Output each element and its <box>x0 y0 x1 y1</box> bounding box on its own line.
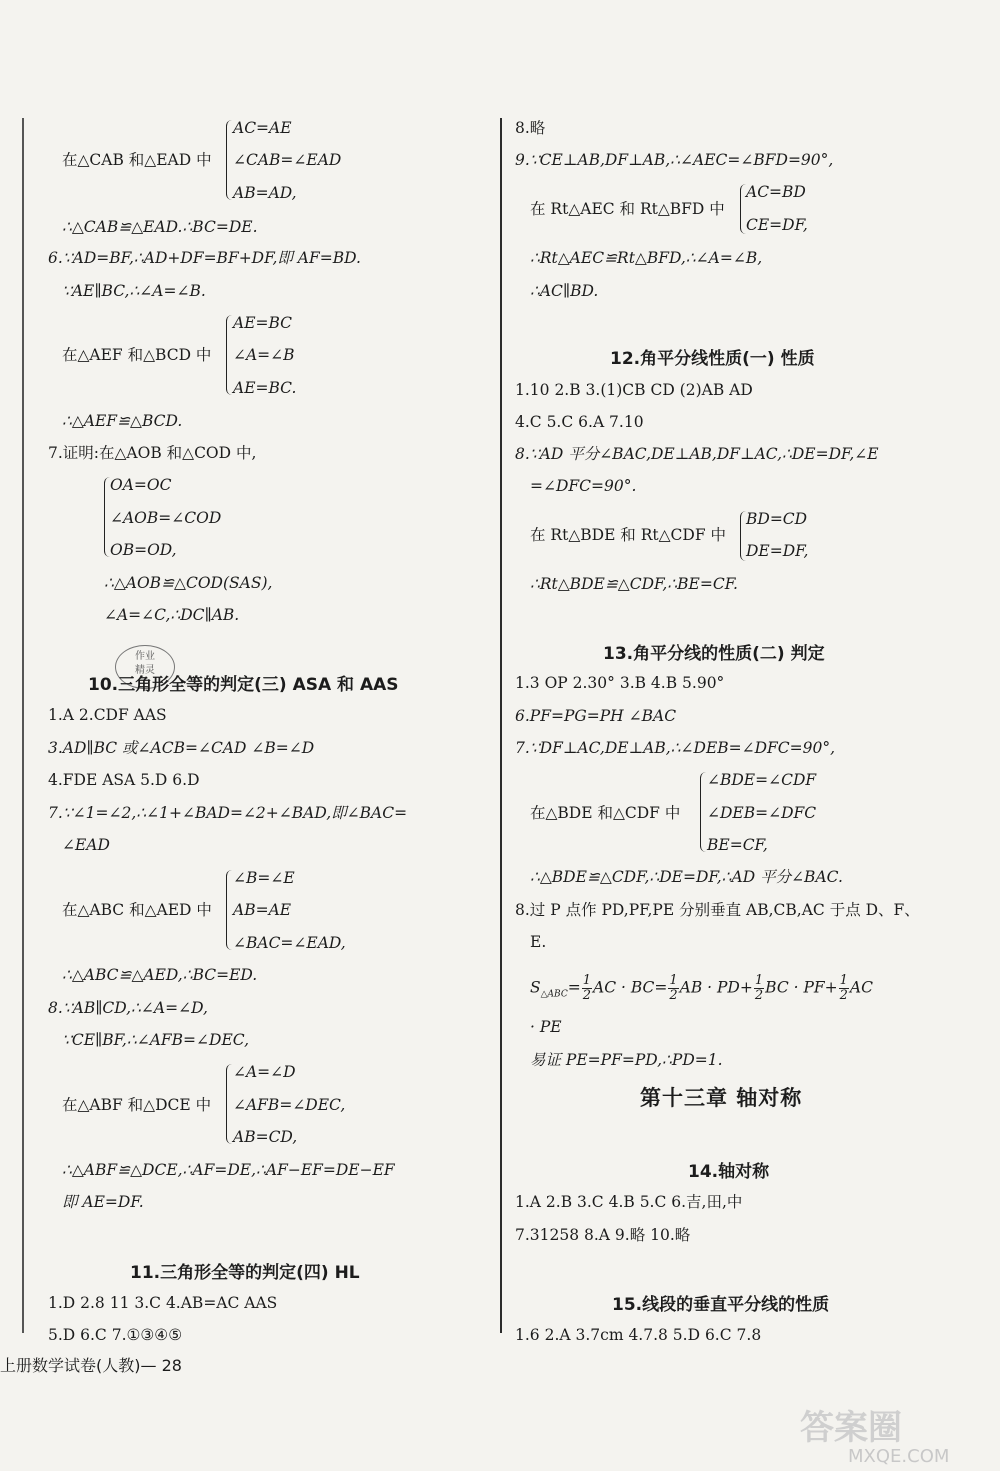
column-divider <box>500 118 502 1333</box>
text-line: 4.C 5.C 6.A 7.10 <box>515 413 644 431</box>
page-footer: 上册数学试卷(人教)— 28 <box>0 1356 182 1375</box>
text-line: 即 AE=DF. <box>62 1193 144 1211</box>
text-line: 在△AEF 和△BCD 中 <box>62 346 212 364</box>
text-line: ∠A=∠D <box>233 1063 296 1081</box>
fraction <box>668 974 678 1003</box>
text-line: ∠DEB=∠DFC <box>707 804 817 822</box>
text-line: ∵AE∥BC,∴∠A=∠B. <box>62 282 206 300</box>
formula-part: AC · BC= <box>593 978 668 997</box>
text-line: 在 Rt△AEC 和 Rt△BFD 中 <box>530 200 725 218</box>
text-line: =∠DFC=90°. <box>530 477 637 495</box>
text-line: AB=AE <box>233 901 292 919</box>
watermark-logo: 答案圈 <box>800 1408 902 1448</box>
text-line: DE=DF, <box>746 542 809 560</box>
text-line: 7.∵∠1=∠2,∴∠1+∠BAD=∠2+∠BAD,即∠BAC= <box>48 804 408 822</box>
fraction-numerator: 1 <box>582 973 591 988</box>
text-line: 1.D 2.8 11 3.C 4.AB=AC AAS <box>48 1294 278 1312</box>
formula-part: AB · PD+ <box>679 978 753 997</box>
text-line: ∠BAC=∠EAD, <box>233 934 346 952</box>
text-line: ∴△CAB≌△EAD.∴BC=DE. <box>62 218 258 236</box>
formula-part: BC · PF+ <box>765 978 838 997</box>
text-line: 8.∵AB∥CD,∴∠A=∠D, <box>48 999 208 1017</box>
fraction-denominator: 2 <box>582 988 591 1003</box>
text-line: 1.10 2.B 3.(1)CB CD (2)AB AD <box>515 381 753 399</box>
text-line: AC=AE <box>233 119 292 137</box>
text-line: ∠A=∠C,∴DC∥AB. <box>104 606 240 624</box>
text-line: AE=BC <box>233 314 293 332</box>
text-line: BD=CD <box>746 510 808 528</box>
text-line: 1.A 2.CDF AAS <box>48 706 167 724</box>
section-heading-11: 11.三角形全等的判定(四) HL <box>130 1263 360 1283</box>
fraction <box>582 974 592 1003</box>
text-line: ∠EAD <box>62 836 110 854</box>
text-line: 7.∵DF⊥AC,DE⊥AB,∴∠DEB=∠DFC=90°, <box>515 739 836 757</box>
text-line: 在△ABF 和△DCE 中 <box>62 1096 212 1114</box>
text-line: 1.6 2.A 3.7cm 4.7.8 5.D 6.C 7.8 <box>515 1326 762 1344</box>
text-line: 8.过 P 点作 PD,PF,PE 分别垂直 AB,CB,AC 于点 D、F、 <box>515 901 920 919</box>
text-line: · PE <box>530 1018 562 1036</box>
text-line: 在△ABC 和△AED 中 <box>62 901 212 919</box>
text-line: OA=OC <box>110 476 172 494</box>
text-line: ∠A=∠B <box>233 346 295 364</box>
text-line: 在△BDE 和△CDF 中 <box>530 804 681 822</box>
formula-eq: = <box>567 978 581 997</box>
fraction-numerator: 1 <box>754 973 764 988</box>
text-line: ∴△ABC≌△AED,∴BC=ED. <box>62 966 258 984</box>
text-line: ∠AOB=∠COD <box>110 509 222 527</box>
fraction-denominator: 2 <box>754 988 764 1003</box>
text-line: ∴Rt△AEC≌Rt△BFD,∴∠A=∠B, <box>530 249 763 267</box>
page-edge-line <box>22 118 24 1333</box>
text-line: E. <box>530 933 547 951</box>
text-line: ∠B=∠E <box>233 869 295 887</box>
text-line: 在△CAB 和△EAD 中 <box>62 151 212 169</box>
text-line: ∴△AEF≌△BCD. <box>62 412 183 430</box>
section-heading-12: 12.角平分线性质(一) 性质 <box>610 349 815 369</box>
text-line: 7.31258 8.A 9.略 10.略 <box>515 1226 691 1244</box>
text-line: ∴△ABF≌△DCE,∴AF=DE,∴AF−EF=DE−EF <box>62 1161 395 1179</box>
text-line: 在 Rt△BDE 和 Rt△CDF 中 <box>530 526 727 544</box>
fraction <box>754 974 764 1003</box>
section-heading-14: 14.轴对称 <box>688 1162 770 1182</box>
chapter-title: 第十三章 轴对称 <box>640 1086 803 1110</box>
text-line: 6.PF=PG=PH ∠BAC <box>515 707 677 725</box>
section-heading-13: 13.角平分线的性质(二) 判定 <box>603 644 825 664</box>
fraction-denominator: 2 <box>839 988 848 1003</box>
section-heading-15: 15.线段的垂直平分线的性质 <box>612 1295 830 1315</box>
formula-subscript: △ABC <box>540 989 568 1000</box>
fraction <box>839 974 849 1003</box>
fraction-numerator: 1 <box>669 973 678 988</box>
text-line: 4.FDE ASA 5.D 6.D <box>48 771 200 789</box>
text-line: 5.D 6.C 7.①③④⑤ <box>48 1326 183 1344</box>
text-line: AC=BD <box>746 183 806 201</box>
stamp-text: 作业 精灵 <box>135 651 155 676</box>
text-line: CE=DF, <box>746 216 808 234</box>
fraction-numerator: 1 <box>839 973 848 988</box>
area-formula <box>530 974 873 1005</box>
text-line: 6.∵AD=BF,∴AD+DF=BF+DF,即 AF=BD. <box>48 249 361 267</box>
fraction-denominator: 2 <box>669 988 678 1003</box>
text-line: AE=BC. <box>233 379 297 397</box>
text-line: 1.A 2.B 3.C 4.B 5.C 6.吉,田,中 <box>515 1193 743 1211</box>
text-line: OB=OD, <box>110 541 177 559</box>
text-line: ∴Rt△BDE≌△CDF,∴BE=CF. <box>530 575 738 593</box>
watermark-url: MXQE.COM <box>848 1446 950 1467</box>
text-line: ∠BDE=∠CDF <box>707 771 817 789</box>
text-line: AB=CD, <box>233 1128 298 1146</box>
text-line: 7.证明:在△AOB 和△COD 中, <box>48 444 257 462</box>
text-line: ∴△BDE≌△CDF,∴DE=DF,∴AD 平分∠BAC. <box>530 868 843 886</box>
text-line: ∴AC∥BD. <box>530 282 599 300</box>
text-line: AB=AD, <box>233 184 297 202</box>
formula-s: S <box>530 978 541 997</box>
formula-part: AC <box>849 978 873 997</box>
section-heading-10: 10.三角形全等的判定(三) ASA 和 AAS <box>88 675 399 695</box>
text-line: 9.∵CE⊥AB,DF⊥AB,∴∠AEC=∠BFD=90°, <box>515 151 834 169</box>
text-line: 8.略 <box>515 119 546 137</box>
text-line: ∵CE∥BF,∴∠AFB=∠DEC, <box>62 1031 249 1049</box>
text-line: ∠AFB=∠DEC, <box>233 1096 346 1114</box>
text-line: 1.3 OP 2.30° 3.B 4.B 5.90° <box>515 674 725 692</box>
text-line: BE=CF, <box>707 836 768 854</box>
text-line: ∴△AOB≌△COD(SAS), <box>104 574 273 592</box>
text-line: 8.∵AD 平分∠BAC,DE⊥AB,DF⊥AC,∴DE=DF,∠E <box>515 445 879 463</box>
text-line: 3.AD∥BC 或∠ACB=∠CAD ∠B=∠D <box>48 739 315 757</box>
text-line: ∠CAB=∠EAD <box>233 151 342 169</box>
text-line: 易证 PE=PF=PD,∴PD=1. <box>530 1051 723 1069</box>
